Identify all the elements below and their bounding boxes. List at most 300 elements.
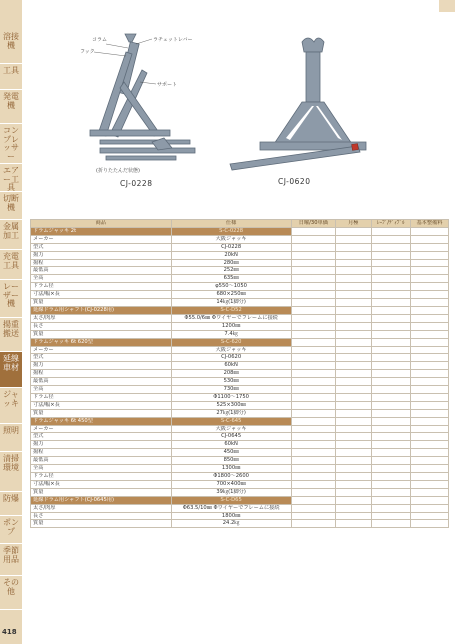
price-cell — [291, 306, 335, 314]
column-header: 月極 — [335, 220, 371, 228]
table-row — [31, 480, 449, 488]
price-cell — [291, 457, 335, 465]
price-cell — [335, 393, 371, 401]
spec-value: 208㎜ — [171, 370, 291, 378]
price-cell — [371, 354, 410, 362]
price-cell — [371, 425, 410, 433]
price-cell — [371, 322, 410, 330]
spec-label: 太さ/肉厚 — [31, 504, 172, 512]
spec-label: 揚力 — [31, 251, 172, 259]
spec-label: 質量 — [31, 409, 172, 417]
price-cell — [410, 314, 448, 322]
price-cell — [410, 393, 448, 401]
table-row — [31, 386, 449, 394]
price-cell — [335, 330, 371, 338]
price-cell — [371, 480, 410, 488]
spec-value: CJ-0620 — [171, 354, 291, 362]
table-row — [31, 370, 449, 378]
spec-label: 質量 — [31, 520, 172, 528]
sidebar-item[interactable]: エアー工具 — [0, 164, 22, 192]
sidebar-item[interactable]: 工具 — [0, 64, 22, 90]
price-cell — [335, 401, 371, 409]
price-cell — [291, 251, 335, 259]
price-cell — [410, 520, 448, 528]
spec-label: 揚力 — [31, 441, 172, 449]
spec-value: 20kN — [171, 251, 291, 259]
spec-value: 1800㎜ — [171, 512, 291, 520]
spec-label: 寸法/幅×長 — [31, 401, 172, 409]
spec-value: 大阪ジャッキ — [171, 346, 291, 354]
spec-label: メーカー — [31, 425, 172, 433]
price-cell — [335, 322, 371, 330]
price-cell — [371, 441, 410, 449]
price-cell — [291, 243, 335, 251]
price-cell — [291, 299, 335, 307]
price-cell — [410, 473, 448, 481]
spec-value: 730㎜ — [171, 386, 291, 394]
price-cell — [291, 354, 335, 362]
table-row — [31, 401, 449, 409]
collar-label: コラム — [92, 37, 107, 43]
price-cell — [371, 306, 410, 314]
table-row — [31, 393, 449, 401]
section-row — [31, 227, 449, 235]
spec-table — [30, 219, 449, 528]
spec-value: 252㎜ — [171, 267, 291, 275]
price-cell — [291, 227, 335, 235]
spec-label: 太さ/肉厚 — [31, 314, 172, 322]
spec-label: 寸法/幅×長 — [31, 480, 172, 488]
price-cell — [410, 275, 448, 283]
price-cell — [371, 259, 410, 267]
price-cell — [371, 275, 410, 283]
spec-value: 60kN — [171, 441, 291, 449]
sidebar-item[interactable]: 充電工具 — [0, 250, 22, 280]
table-row — [31, 251, 449, 259]
section-code: S-C-D52 — [171, 306, 291, 314]
price-cell — [371, 473, 410, 481]
price-cell — [371, 409, 410, 417]
column-header: 基本整備料 — [410, 220, 448, 228]
table-row — [31, 267, 449, 275]
section-name: ドラムジャッキ 6t 620型 — [31, 338, 172, 346]
table-row — [31, 322, 449, 330]
table-row — [31, 425, 449, 433]
price-cell — [371, 338, 410, 346]
spec-label: 質量 — [31, 330, 172, 338]
price-cell — [371, 386, 410, 394]
price-cell — [371, 504, 410, 512]
spec-label: 最低高 — [31, 378, 172, 386]
spec-value: CJ-0645 — [171, 433, 291, 441]
spec-value: φ550～1050 — [171, 283, 291, 291]
spec-label: 長さ — [31, 322, 172, 330]
price-cell — [335, 354, 371, 362]
price-cell — [371, 433, 410, 441]
price-cell — [291, 504, 335, 512]
price-cell — [335, 251, 371, 259]
table-row — [31, 283, 449, 291]
price-cell — [371, 243, 410, 251]
price-cell — [291, 378, 335, 386]
price-cell — [371, 267, 410, 275]
product-illustrations — [40, 22, 440, 192]
price-cell — [410, 283, 448, 291]
spec-label: 型式 — [31, 243, 172, 251]
price-cell — [335, 386, 371, 394]
price-cell — [291, 267, 335, 275]
price-cell — [291, 465, 335, 473]
price-cell — [371, 362, 410, 370]
price-cell — [291, 512, 335, 520]
spec-value: 大阪ジャッキ — [171, 425, 291, 433]
price-cell — [410, 378, 448, 386]
spec-value: 700×400㎜ — [171, 480, 291, 488]
sidebar-item[interactable]: 延線車材 — [0, 352, 22, 388]
spec-value: Φ1800～2600 — [171, 473, 291, 481]
price-cell — [335, 235, 371, 243]
price-cell — [335, 227, 371, 235]
sidebar-item[interactable]: 清掃環境 — [0, 452, 22, 492]
price-cell — [335, 283, 371, 291]
price-cell — [410, 465, 448, 473]
section-name: 延線ドラム用シャフト(CJ-0645用) — [31, 496, 172, 504]
table-row — [31, 409, 449, 417]
price-cell — [410, 449, 448, 457]
price-cell — [291, 473, 335, 481]
price-cell — [335, 512, 371, 520]
section-name: ドラムジャッキ 6t 450型 — [31, 417, 172, 425]
folded-label: (折りたたんだ状態) — [96, 168, 140, 174]
price-cell — [371, 370, 410, 378]
spec-label: 全高 — [31, 386, 172, 394]
table-header-row — [31, 220, 449, 228]
price-cell — [291, 362, 335, 370]
price-cell — [291, 370, 335, 378]
spec-value: CJ-0228 — [171, 243, 291, 251]
price-cell — [335, 306, 371, 314]
price-cell — [371, 299, 410, 307]
price-cell — [335, 480, 371, 488]
table-row — [31, 330, 449, 338]
spec-value: 280㎜ — [171, 259, 291, 267]
spec-label: 型式 — [31, 433, 172, 441]
column-header: ﾚｰﾌﾟ/ﾃﾞｨﾌﾞﾙ — [371, 220, 410, 228]
spec-value: 450㎜ — [171, 449, 291, 457]
column-header: 日曜/30単価 — [291, 220, 335, 228]
section-row — [31, 306, 449, 314]
price-cell — [410, 512, 448, 520]
section-row — [31, 417, 449, 425]
price-cell — [291, 330, 335, 338]
spec-value: 39㎏(1脚分) — [171, 488, 291, 496]
price-cell — [410, 488, 448, 496]
price-cell — [371, 512, 410, 520]
support-label: サポート — [157, 82, 178, 88]
table-row — [31, 378, 449, 386]
price-cell — [291, 393, 335, 401]
sidebar-item[interactable]: ジャッキ — [0, 388, 22, 424]
sidebar-item[interactable]: 金属加工 — [0, 220, 22, 250]
price-cell — [335, 465, 371, 473]
price-cell — [371, 330, 410, 338]
price-cell — [291, 275, 335, 283]
price-cell — [335, 370, 371, 378]
price-cell — [291, 441, 335, 449]
price-cell — [410, 259, 448, 267]
price-cell — [410, 251, 448, 259]
page-number: 418 — [2, 628, 17, 636]
price-cell — [371, 346, 410, 354]
spec-value: 1300㎜ — [171, 465, 291, 473]
price-cell — [335, 259, 371, 267]
price-cell — [410, 401, 448, 409]
spec-value: 14㎏(1脚分) — [171, 299, 291, 307]
sidebar-item[interactable]: 溶接機 — [0, 30, 22, 64]
price-cell — [335, 504, 371, 512]
price-cell — [291, 322, 335, 330]
table-row — [31, 291, 449, 299]
spec-label: ドラム径 — [31, 283, 172, 291]
price-cell — [291, 386, 335, 394]
price-cell — [371, 457, 410, 465]
price-cell — [410, 243, 448, 251]
price-cell — [410, 370, 448, 378]
price-cell — [335, 433, 371, 441]
section-row — [31, 496, 449, 504]
price-cell — [291, 417, 335, 425]
hook-label: フック — [80, 49, 95, 55]
spec-value: 850㎜ — [171, 457, 291, 465]
price-cell — [371, 314, 410, 322]
spec-value: 680×250㎜ — [171, 291, 291, 299]
spec-label: メーカー — [31, 346, 172, 354]
price-cell — [410, 330, 448, 338]
table-row — [31, 259, 449, 267]
price-cell — [335, 299, 371, 307]
price-cell — [410, 306, 448, 314]
price-cell — [410, 496, 448, 504]
price-cell — [410, 386, 448, 394]
price-cell — [335, 449, 371, 457]
price-cell — [371, 378, 410, 386]
table-row — [31, 488, 449, 496]
spec-value: Φ55.0/6㎜ Φワイヤーでフレームに接続 — [171, 314, 291, 322]
price-cell — [291, 480, 335, 488]
price-cell — [291, 235, 335, 243]
price-cell — [335, 473, 371, 481]
price-cell — [410, 346, 448, 354]
price-cell — [410, 433, 448, 441]
price-cell — [291, 433, 335, 441]
corner-tab — [439, 0, 455, 12]
spec-value: 530㎜ — [171, 378, 291, 386]
price-cell — [291, 283, 335, 291]
table-row — [31, 504, 449, 512]
spec-label: 揚程 — [31, 259, 172, 267]
table-row — [31, 235, 449, 243]
table-row — [31, 275, 449, 283]
price-cell — [291, 488, 335, 496]
table-row — [31, 465, 449, 473]
spec-label: 全高 — [31, 465, 172, 473]
price-cell — [291, 338, 335, 346]
spec-label: メーカー — [31, 235, 172, 243]
price-cell — [291, 520, 335, 528]
spec-label: 最低高 — [31, 457, 172, 465]
sidebar-item[interactable]: 季節用品 — [0, 544, 22, 576]
section-name: ドラムジャッキ 2t — [31, 227, 172, 235]
price-cell — [335, 275, 371, 283]
price-cell — [291, 314, 335, 322]
table-row — [31, 314, 449, 322]
price-cell — [371, 401, 410, 409]
spec-value: 1200㎜ — [171, 322, 291, 330]
spec-label: 最低高 — [31, 267, 172, 275]
price-cell — [410, 362, 448, 370]
table-row — [31, 457, 449, 465]
price-cell — [335, 496, 371, 504]
spec-label: 全高 — [31, 275, 172, 283]
price-cell — [410, 299, 448, 307]
price-cell — [335, 520, 371, 528]
price-cell — [335, 425, 371, 433]
price-cell — [335, 243, 371, 251]
price-cell — [371, 393, 410, 401]
table-row — [31, 512, 449, 520]
price-cell — [335, 378, 371, 386]
price-cell — [371, 235, 410, 243]
spec-label: 質量 — [31, 488, 172, 496]
price-cell — [291, 291, 335, 299]
spec-value: 大阪ジャッキ — [171, 235, 291, 243]
sidebar-item[interactable]: 防爆 — [0, 492, 22, 516]
section-row — [31, 338, 449, 346]
price-cell — [371, 488, 410, 496]
sidebar-item[interactable]: 発電機 — [0, 90, 22, 124]
table-row — [31, 433, 449, 441]
spec-label: 揚程 — [31, 370, 172, 378]
price-cell — [291, 346, 335, 354]
column-header: 仕様 — [171, 220, 291, 228]
spec-value: Φ63.5/10㎜ Φワイヤーでフレームに接続 — [171, 504, 291, 512]
price-cell — [410, 480, 448, 488]
price-cell — [335, 291, 371, 299]
price-cell — [410, 354, 448, 362]
price-cell — [291, 401, 335, 409]
table-row — [31, 299, 449, 307]
price-cell — [335, 346, 371, 354]
price-cell — [371, 520, 410, 528]
column-header: 商品 — [31, 220, 172, 228]
sidebar-item[interactable]: レーザー機 — [0, 280, 22, 318]
price-cell — [291, 425, 335, 433]
price-cell — [410, 441, 448, 449]
price-cell — [335, 338, 371, 346]
price-cell — [335, 457, 371, 465]
price-cell — [335, 417, 371, 425]
price-cell — [410, 425, 448, 433]
table-row — [31, 520, 449, 528]
price-cell — [410, 267, 448, 275]
price-cell — [371, 251, 410, 259]
spec-label: 型式 — [31, 354, 172, 362]
spec-label: ドラム径 — [31, 473, 172, 481]
spec-label: ドラム径 — [31, 393, 172, 401]
spec-value: 60kN — [171, 362, 291, 370]
price-cell — [410, 417, 448, 425]
category-sidebar — [0, 0, 22, 644]
price-cell — [335, 409, 371, 417]
sidebar-item[interactable]: 揚重搬送 — [0, 318, 22, 352]
section-name: 延線ドラム用シャフト(CJ-0228用) — [31, 306, 172, 314]
price-cell — [335, 314, 371, 322]
table-row — [31, 243, 449, 251]
price-cell — [291, 409, 335, 417]
sidebar-item[interactable]: コンプレッサー — [0, 124, 22, 164]
spec-value: Φ1100～1750 — [171, 393, 291, 401]
price-cell — [410, 322, 448, 330]
price-cell — [335, 362, 371, 370]
sidebar-item[interactable]: ポンプ — [0, 516, 22, 544]
table-row — [31, 354, 449, 362]
price-cell — [410, 291, 448, 299]
table-row — [31, 449, 449, 457]
section-code: S-C-D65 — [171, 496, 291, 504]
price-cell — [335, 488, 371, 496]
spec-label: 寸法/幅×長 — [31, 291, 172, 299]
price-cell — [291, 449, 335, 457]
section-code: S-C-0228 — [171, 227, 291, 235]
price-cell — [371, 449, 410, 457]
caption-cj-0620: CJ-0620 — [278, 177, 311, 186]
spec-label: 揚力 — [31, 362, 172, 370]
spec-value: 7.4㎏ — [171, 330, 291, 338]
price-cell — [371, 417, 410, 425]
price-cell — [371, 283, 410, 291]
table-row — [31, 473, 449, 481]
spec-label: 質量 — [31, 299, 172, 307]
price-cell — [410, 504, 448, 512]
section-code: S-C-620 — [171, 338, 291, 346]
price-cell — [410, 409, 448, 417]
price-cell — [371, 496, 410, 504]
spec-label: 長さ — [31, 512, 172, 520]
section-code: S-C-645 — [171, 417, 291, 425]
sidebar-item[interactable]: 切断機 — [0, 192, 22, 220]
ratchet-lever-label: ラチェットレバー — [153, 37, 193, 43]
sidebar-item[interactable]: その他 — [0, 576, 22, 610]
sidebar-item[interactable]: 照明 — [0, 424, 22, 452]
price-cell — [410, 235, 448, 243]
price-cell — [291, 259, 335, 267]
table-row — [31, 362, 449, 370]
spec-value: 525×300㎜ — [171, 401, 291, 409]
price-cell — [371, 465, 410, 473]
table-row — [31, 441, 449, 449]
caption-cj-0228: CJ-0228 — [120, 179, 153, 188]
price-cell — [371, 227, 410, 235]
spec-value: 24.2㎏ — [171, 520, 291, 528]
table-row — [31, 346, 449, 354]
price-cell — [371, 291, 410, 299]
price-cell — [410, 457, 448, 465]
price-cell — [335, 441, 371, 449]
price-cell — [291, 496, 335, 504]
spec-value: 27㎏(1脚分) — [171, 409, 291, 417]
price-cell — [335, 267, 371, 275]
spec-value: 635㎜ — [171, 275, 291, 283]
